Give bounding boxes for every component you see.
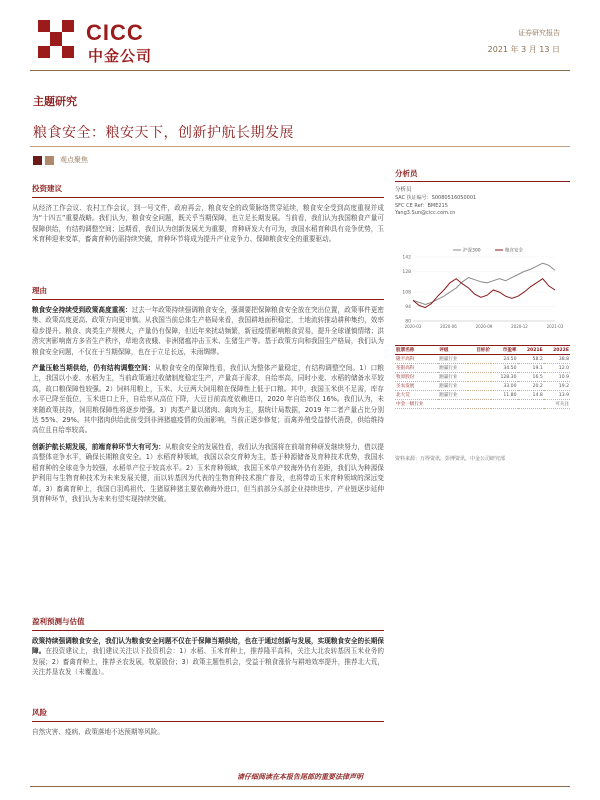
section-invest <box>32 183 384 251</box>
tag-square-light <box>45 156 54 165</box>
analyst-divider <box>395 181 570 182</box>
section-divider <box>32 630 384 631</box>
table-cell: 58.2 <box>518 355 544 364</box>
table-cell: 可关注 <box>544 400 570 409</box>
tag-square-dark <box>33 156 42 165</box>
report-date: 2021 年 3 月 13 日 <box>487 45 560 54</box>
stock-name: 荃银高科 <box>395 364 438 373</box>
view-tag-label: 观点聚焦 <box>60 156 88 164</box>
cicc-emblem-icon <box>36 18 76 60</box>
invest-body: 从经济工作会议、农村工作会议，到一号文件，政府再会，粮食安全的政策脉络贯穿延续，粮食安全受到高度重视并成为“十四五”重要战略。我们认为，粮食安全问题，既关乎当期保障，也立足长期发展。当前看，我们认为我国粮食产量可保障供给，有结构调整空间；远期看，我们认为创新发展尤为重要，育种研发大有可为，我国水稻育种具有竞争优势，玉米育种迎来变革，畜禽育种仍需持续突破，育种环节将成为提升产业竞争力、保障粮食安全的重要驱动。 <box>32 204 384 244</box>
x-tick-label: 2020-03 <box>404 324 422 329</box>
section-divider <box>32 197 384 198</box>
table-header: 股票名称 <box>395 346 438 355</box>
section-heading: 投资建议 <box>32 184 62 193</box>
paragraph-lead: 创新护航长期发展，前端育种环节大有可为： <box>32 442 165 451</box>
legal-notice: 请仔细阅读在本报告尾部的重要法律声明 <box>237 773 363 781</box>
logo-cn: 中金公司 <box>88 47 153 65</box>
source-note: 资料来源：万得资讯，彭博资讯，中金公司研究部 <box>395 456 506 462</box>
table-cell <box>518 400 544 409</box>
risk-body: 自然灾害、疫病、政策落地不达预期等风险。 <box>32 728 164 736</box>
stock-name: 牧原股份 <box>395 373 438 382</box>
y-tick-label: 80 <box>405 319 411 325</box>
stock-rating: 跑赢行业 <box>438 355 468 364</box>
performance-chart <box>395 245 570 335</box>
table-cell: 14.8 <box>518 391 544 400</box>
table-cell: 24.50 <box>491 355 517 364</box>
stock-name: 隆平高科 <box>395 355 438 364</box>
y-tick-label: 128 <box>402 269 411 275</box>
section-divider <box>32 721 384 722</box>
y-tick-label: 108 <box>402 290 411 296</box>
table-cell <box>468 400 491 409</box>
y-tick-label: 142 <box>402 255 411 261</box>
section-divider <box>32 299 384 300</box>
table-row <box>395 400 570 409</box>
table-cell: 11.80 <box>491 391 517 400</box>
paragraph-body: 在投资建议上，我们建议关注以下投资机会：1）水稻、玉米育种上，推荐隆平高科，关注大北农转基因玉米业务的发展；2）畜禽育种上，推荐圣农发展，牧原股份；3）政策主题性机会，受益于粮食涨价与耕地效率提升，推荐北大荒，关注苏垦农发（未覆盖）。 <box>32 647 385 677</box>
paragraph-lead: 政策持续强调粮食安全，我们认为粮食安全问题不仅在于保障当期供给，也在于通过创新与发展，实现粮食安全的长期保障。 <box>32 637 384 656</box>
table-cell: 10.9 <box>544 373 570 382</box>
section-reason <box>32 285 384 510</box>
table-header-row <box>395 346 570 355</box>
stock-rating <box>438 400 468 409</box>
section-risk <box>32 707 384 743</box>
table-cell <box>468 355 491 364</box>
analyst-license: SAC 执证编号：S0080516050001 <box>395 195 477 201</box>
table-header: 目标价 <box>468 346 491 355</box>
footer-divider <box>30 786 570 787</box>
view-tag <box>33 155 88 165</box>
reason-paragraph-3 <box>32 442 384 504</box>
table-header: 2022E <box>544 346 570 355</box>
table-cell <box>468 373 491 382</box>
table-row <box>395 355 570 364</box>
paragraph-body: 从粮食安全的保障性看，我们认为整体产量稳定，有结构调整空间。1）口粮上，我国以小麦、水稻为主，当前政策通过收储制度稳定生产，产量高于需求，自给率高，同时小麦、水稻的储备水平较高，故口粮保障性较强。2）饲料用粮上，玉米、大豆两大饲用粮在保障性上低于口粮。其中，我国玉米供不足需，库存水平已降至低位，玉米进口上升，自给率从高位下降，大豆目前高度依赖进口，2020 年自给率仅 16%。我们认为，未来随政策扶持，饲用粮保障性将逐步增强。3）肉类产量以猪肉、禽肉为主，据统计局数据，2019 年二者产量占比分别达 55%、29%。其中猪肉供给此前受到非洲猪瘟疫情的负面影响，当前正逐步修复；而禽养殖受益替代消费，供给维持高位且自给率较高。 <box>32 364 385 435</box>
table-row <box>395 364 570 373</box>
section-profit <box>32 616 384 684</box>
stock-rating: 跑赢行业 <box>438 382 468 391</box>
table-row <box>395 391 570 400</box>
x-tick-label: 2020-12 <box>511 324 528 329</box>
table-cell <box>468 391 491 400</box>
chart-svg <box>395 245 570 335</box>
legend-label: 粮食安全 <box>505 248 523 254</box>
y-tick-label: 94 <box>405 305 411 311</box>
table-header: 市盈率 <box>491 346 517 355</box>
table-cell <box>468 364 491 373</box>
paragraph-body: 过去一年政策持续强调粮食安全，强调要把保障粮食安全放在突出位置，政策事件更密集、政策高度更高、政策方向更审慎。从我国当前总体生产格局来看，我国耕地面积稳定，土地流转推动耕种集约，效率稳步提升。粮食、肉类生产规模大，产量仍有保障，但近年来扰动频繁，新冠疫情影响粮食贸易，提升全球谨慎情绪；洪涝灾害影响南方多省生产秩序，草地贪夜蛾、非洲猪瘟冲击玉米、生猪生产等。基于政策方向和我国生产格局，我们认为粮食安全问题，不仅在于当期保障，也在于立足长远，未雨绸缪。 <box>32 306 385 356</box>
series-line-1 <box>413 279 555 308</box>
table-cell: 20.2 <box>518 382 544 391</box>
x-tick-label: 2020-06 <box>440 324 457 329</box>
paragraph-body: 从粮食安全的发展性看，我们认为我国将在前端育种研发继续努力，借以提高整体竞争水平，确保长期粮食安全。1）水稻育种领域，我国以杂交育种为主，基于种源储备及育种技术优势，我国水稻育种的全球竞争力较强，水稻单产位于较高水平。2）玉米育种领域，我国玉米单产较海外仍有差距，我们认为种源保护利用与生物育种技术为未来发展关键，而以转基因为代表的生物育种技术推广普及，也将带动玉米育种领域的深远变革。3）畜禽育种上，我国白羽鸡祖代、生猪原种猪主要依赖海外进口，但当前部分头部企业持续进步，产业链逐步延伸到育种环节，我们认为未来有望实现持续突破。 <box>32 442 385 503</box>
title-divider <box>30 146 570 147</box>
analyst-sfc: SFC CE Ref：BME215 <box>395 202 448 209</box>
stock-rating: 跑赢行业 <box>438 391 468 400</box>
paragraph-lead: 粮食安全持续受到政策高度重视： <box>32 306 132 314</box>
legend-label: 沪深300 <box>463 248 481 254</box>
series-line-0 <box>413 263 555 304</box>
x-tick-label: 2021-03 <box>546 324 564 329</box>
table-header: 评级 <box>438 346 468 355</box>
stock-rating: 跑赢行业 <box>438 364 468 373</box>
table-cell <box>468 382 491 391</box>
table-header: 2021E <box>518 346 544 355</box>
logo-en: CICC <box>86 20 144 45</box>
analyst-panel <box>395 168 570 218</box>
table-row <box>395 373 570 382</box>
table-cell: 33.00 <box>491 382 517 391</box>
stock-name: 中金一级行业 <box>395 400 438 409</box>
table-cell: 19.2 <box>544 382 570 391</box>
table-cell: 16.5 <box>518 373 544 382</box>
table-cell <box>491 400 517 409</box>
reason-paragraph-2 <box>32 363 384 436</box>
paragraph-lead: 产量压舱当期供给，仍有结构调整空间： <box>32 364 155 373</box>
report-category: 主题研究 <box>33 95 77 108</box>
stock-rating: 跑赢行业 <box>438 373 468 382</box>
x-tick-label: 2020-09 <box>475 324 493 329</box>
table-cell: 19.1 <box>518 364 544 373</box>
table-cell: 13.9 <box>544 391 570 400</box>
stock-name: 圣农发展 <box>395 382 438 391</box>
reason-paragraph-1 <box>32 305 384 357</box>
section-heading: 理由 <box>32 286 47 295</box>
report-title: 粮食安全：粮安天下，创新护航长期发展 <box>33 125 294 141</box>
document-type: 证券研究报告 <box>518 29 560 37</box>
table-cell: 38.8 <box>544 355 570 364</box>
section-heading: 盈利预测与估值 <box>32 617 85 626</box>
profit-paragraph <box>32 636 384 678</box>
cicc-logo <box>36 18 176 68</box>
section-heading: 风险 <box>32 708 47 717</box>
table-row <box>395 382 570 391</box>
table-cell: 12.0 <box>544 364 570 373</box>
stock-table <box>395 345 570 409</box>
analyst-heading: 分析员 <box>395 169 418 178</box>
table-cell: 128.30 <box>491 373 517 382</box>
analyst-name: 分析员 <box>395 187 412 193</box>
analyst-email: Yang3.Sun@cicc.com.cn <box>395 210 456 216</box>
header-divider <box>30 70 570 71</box>
table-cell: 34.50 <box>491 364 517 373</box>
stock-name: 北大荒 <box>395 391 438 400</box>
